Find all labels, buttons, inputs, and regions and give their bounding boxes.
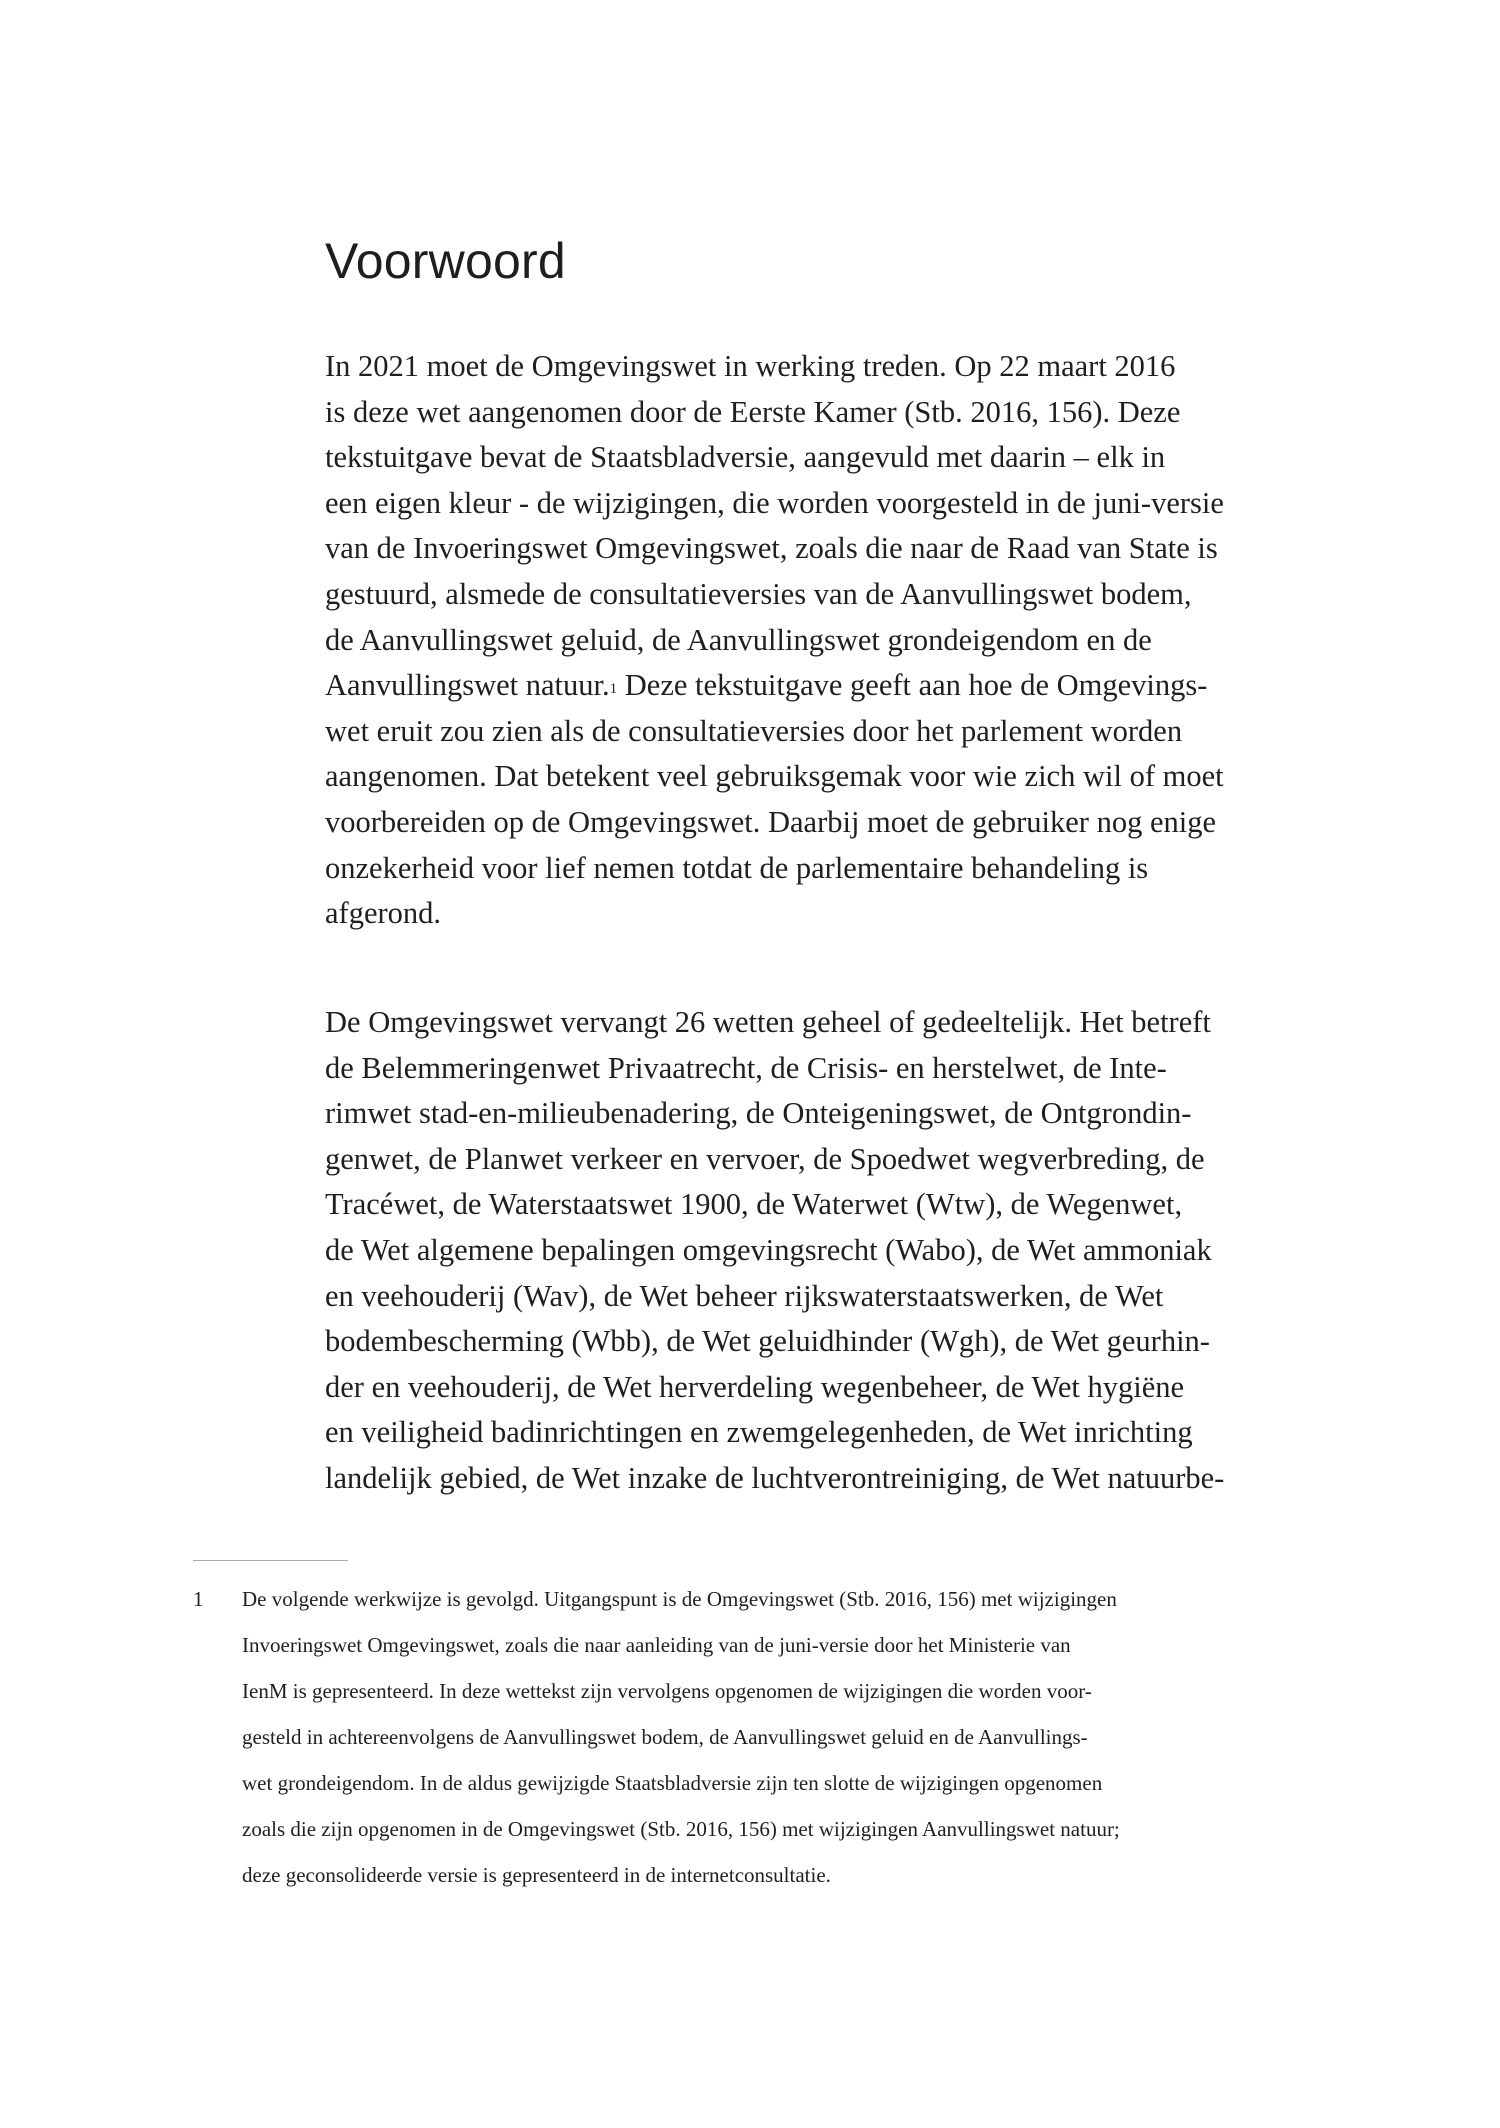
footnote-divider: [193, 1560, 348, 1561]
text-line: een eigen kleur - de wijzigingen, die worden voorgesteld in de juni-versie: [325, 485, 1224, 520]
footnote-line: De volgende werkwijze is gevolgd. Uitgangspunt is de Omgevingswet (Stb. 2016, 156) met wijzigingen: [242, 1587, 1117, 1611]
text-line: van de Invoeringswet Omgevingswet, zoals die naar de Raad van State is: [325, 531, 1218, 566]
text-line: afgerond.: [325, 896, 442, 931]
text-line: de Wet algemene bepalingen omgevingsrecht (Wabo), de Wet ammoniak: [325, 1232, 1212, 1267]
text-line: genwet, de Planwet verkeer en vervoer, de Spoedwet wegverbreding, de: [325, 1141, 1205, 1176]
text-line-with-footnote: [325, 663, 1325, 709]
text-line: voorbereiden op de Omgevingswet. Daarbij moet de gebruiker nog enige: [325, 804, 1216, 839]
text-line: aangenomen. Dat betekent veel gebruiksgemak voor wie zich wil of moet: [325, 759, 1224, 794]
text-segment: Deze tekstuitgave geeft aan hoe de Omgevings-: [617, 668, 1208, 703]
text-line: onzekerheid voor lief nemen totdat de parlementaire behandeling is: [325, 850, 1149, 885]
footnote-text: [242, 1576, 1120, 1898]
text-line: landelijk gebied, de Wet inzake de luchtverontreiniging, de Wet natuurbe-: [325, 1460, 1225, 1495]
footnote-line: deze geconsolideerde versie is gepresenteerd in de internetconsultatie.: [242, 1863, 831, 1887]
footnote-line: zoals die zijn opgenomen in de Omgevingswet (Stb. 2016, 156) met wijzigingen Aanvullingswet natuur;: [242, 1817, 1120, 1841]
text-line: en veiligheid badinrichtingen en zwemgelegenheden, de Wet inrichting: [325, 1415, 1193, 1450]
text-line: tekstuitgave bevat de Staatsbladversie, aangevuld met daarin – elk in: [325, 440, 1166, 475]
paragraph-2: [325, 1000, 1325, 1502]
paragraph-1: [325, 344, 1325, 937]
footnote-line: Invoeringswet Omgevingswet, zoals die naar aanleiding van de juni-versie door het Ministerie van: [242, 1633, 1071, 1657]
text-line: gestuurd, alsmede de consultatieversies van de Aanvullingswet bodem,: [325, 576, 1192, 611]
text-line: en veehouderij (Wav), de Wet beheer rijkswaterstaatswerken, de Wet: [325, 1278, 1164, 1313]
text-line: bodembescherming (Wbb), de Wet geluidhinder (Wgh), de Wet geurhin-: [325, 1324, 1210, 1359]
text-segment: Aanvullingswet natuur.: [325, 668, 610, 703]
text-line: is deze wet aangenomen door de Eerste Kamer (Stb. 2016, 156). Deze: [325, 394, 1181, 429]
page-title: Voorwoord: [325, 233, 566, 289]
text-line: de Aanvullingswet geluid, de Aanvullingswet grondeigendom en de: [325, 622, 1152, 657]
text-line: Tracéwet, de Waterstaatswet 1900, de Waterwet (Wtw), de Wegenwet,: [325, 1187, 1183, 1222]
footnote-line: IenM is gepresenteerd. In deze wettekst zijn vervolgens opgenomen de wijzigingen die worden voor-: [242, 1679, 1092, 1703]
footnote-reference[interactable]: 1: [609, 681, 618, 698]
text-line: De Omgevingswet vervangt 26 wetten geheel of gedeeltelijk. Het betreft: [325, 1005, 1211, 1039]
text-line: wet eruit zou zien als de consultatieversies door het parlement worden: [325, 713, 1183, 748]
footnote-line: wet grondeigendom. In de aldus gewijzigde Staatsbladversie zijn ten slotte de wijzigingen opgenomen: [242, 1771, 1103, 1795]
footnote-number: 1: [193, 1587, 204, 1611]
text-line: der en veehouderij, de Wet herverdeling wegenbeheer, de Wet hygiëne: [325, 1369, 1185, 1404]
text-line: de Belemmeringenwet Privaatrecht, de Crisis- en herstelwet, de Inte-: [325, 1050, 1167, 1085]
text-line: rimwet stad-en-milieubenadering, de Onteigeningswet, de Ontgrondin-: [325, 1096, 1192, 1131]
text-line: In 2021 moet de Omgevingswet in werking treden. Op 22 maart 2016: [325, 349, 1176, 383]
footnote-line: gesteld in achtereenvolgens de Aanvullingswet bodem, de Aanvullingswet geluid en de Aanvullings-: [242, 1725, 1088, 1749]
